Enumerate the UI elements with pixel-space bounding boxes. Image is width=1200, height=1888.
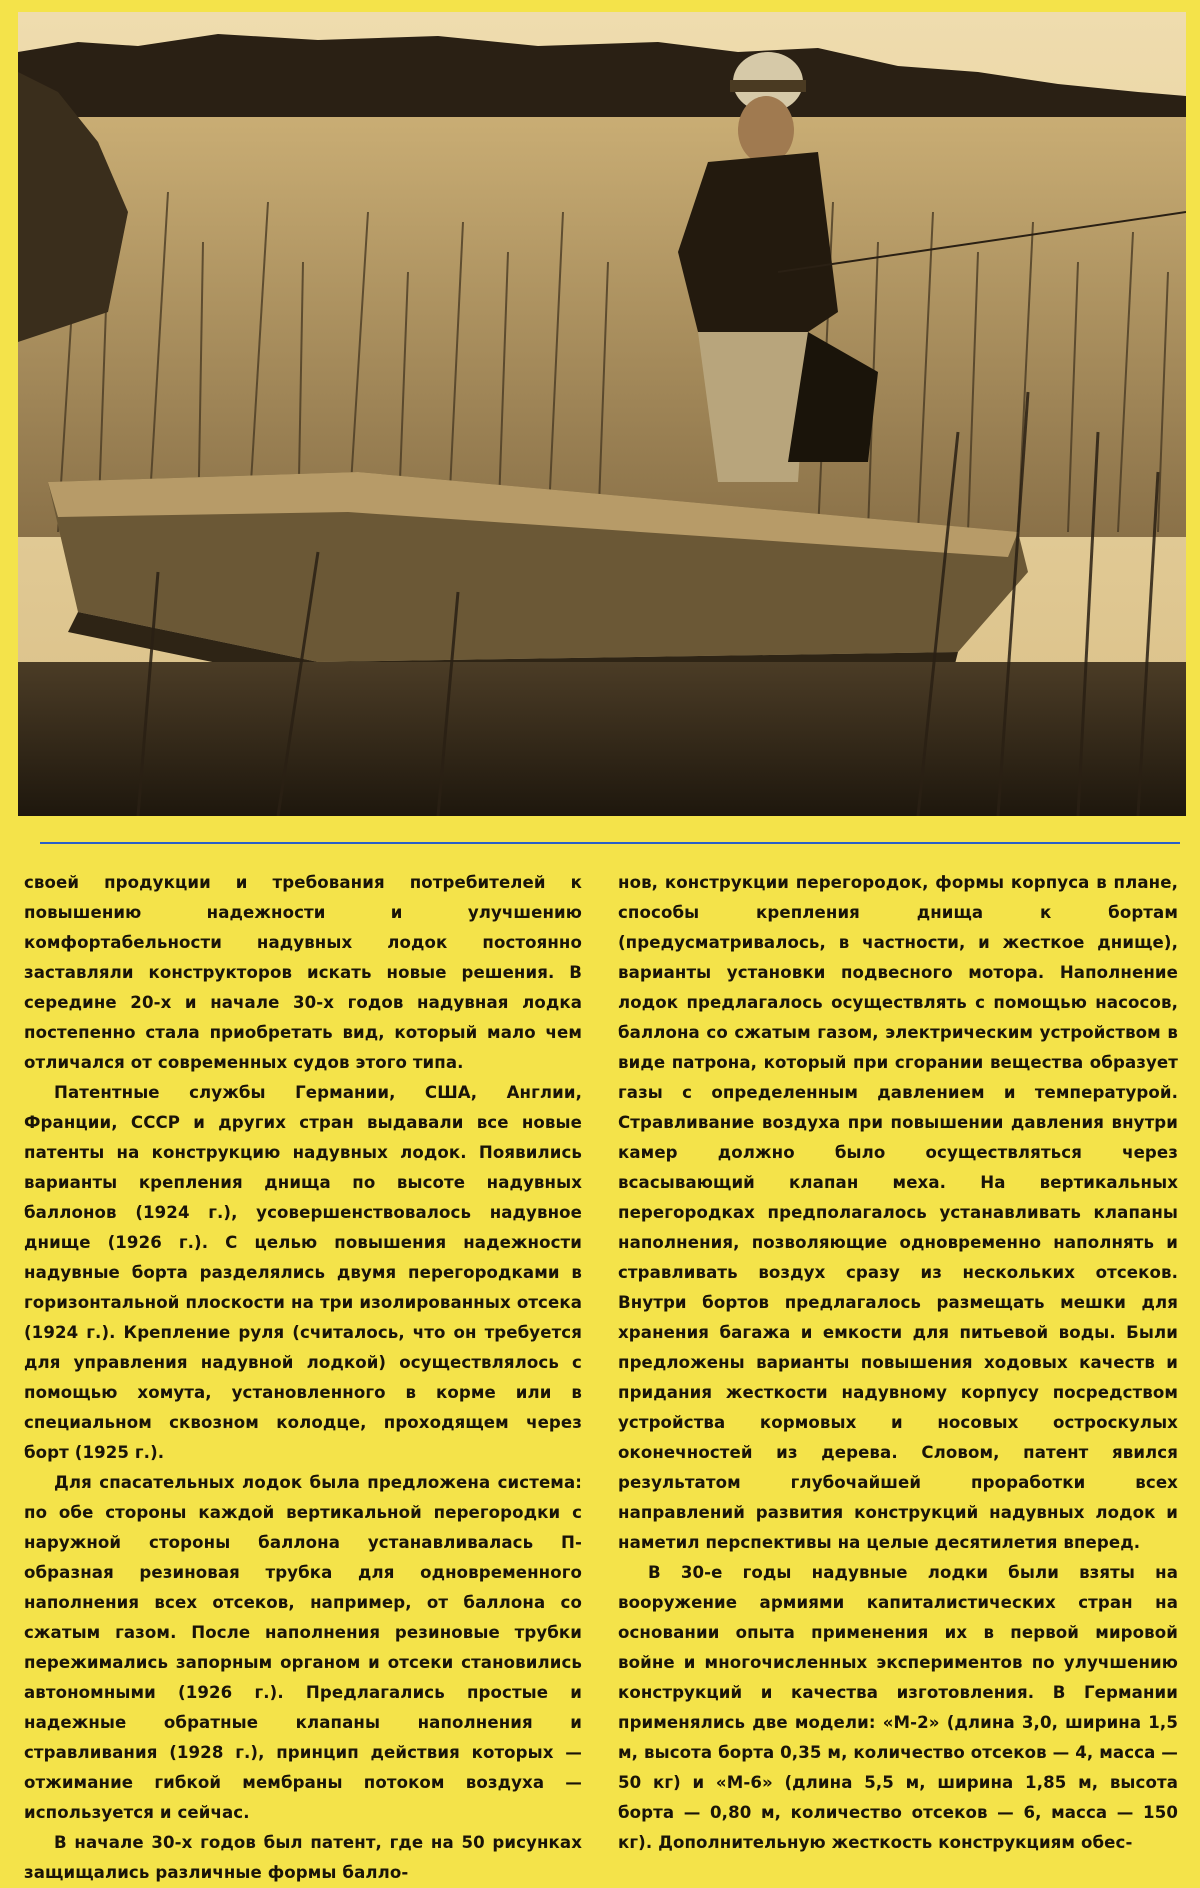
article-column-left bbox=[24, 868, 582, 1888]
paragraph: своей продукции и требования потребителей к повышению надежности и улучшению комфортабельности надувных лодок постоянно заставляли конструкторов искать новые решения. В середине 20-х и начале 30-х годов надувная лодка постепенно стала приобретать вид, который мало чем отличался от современных судов этого типа. bbox=[24, 873, 582, 1072]
photo-man-in-boat-among-reeds bbox=[18, 12, 1186, 816]
article-column-right bbox=[618, 868, 1178, 1858]
paragraph: В 30-е годы надувные лодки были взяты на вооружение армиями капиталистических стран на основании опыта применения их в первой мировой войне и многочисленных экспериментов по улучшению конструкций и качества изготовления. В Германии применялись две модели: «М-2» (длина 3,0, ширина 1,5 м, высота борта 0,35 м, количество отсеков — 4, масса — 50 кг) и «М-6» (длина 5,5 м, ширина 1,85 м, высота борта — 0,80 м, количество отсеков — 6, масса — 150 кг). Дополнительную жесткость конструкциям обес- bbox=[618, 1563, 1178, 1852]
section-divider bbox=[40, 842, 1180, 844]
paragraph: нов, конструкции перегородок, формы корпуса в плане, способы крепления днища к бортам (предусматривалось, в частности, и жесткое днище), варианты установки подвесного мотора. Наполнение лодок предлагалось осуществлять с помощью насосов, баллона со сжатым газом, электрическим устройством в виде патрона, который при сгорании вещества образует газы с определенным давлением и температурой. Стравливание воздуха при повышении давления внутри камер должно было осуществляться через всасывающий клапан меха. На вертикальных перегородках предполагалось устанавливать клапаны наполнения, позволяющие одновременно наполнять и стравливать воздух сразу из нескольких отсеков. Внутри бортов предлагалось размещать мешки для хранения багажа и емкости для питьевой воды. Были предложены варианты повышения ходовых качеств и придания жесткости надувному корпусу посредством устройства кормовых и носовых остроскулых оконечностей из дерева. Словом, патент явился результатом глубочайшей проработки всех направлений развития конструкций надувных лодок и наметил перспективы на целые десятилетия вперед. bbox=[618, 873, 1178, 1552]
paragraph: Патентные службы Германии, США, Англии, Франции, СССР и других стран выдавали все новые патенты на конструкцию надувных лодок. Появились варианты крепления днища по высоте надувных баллонов (1924 г.), усовершенствовалось надувное днище (1926 г.). С целью повышения надежности надувные борта разделялись двумя перегородками в горизонтальной плоскости на три изолированных отсека (1924 г.). Крепление руля (считалось, что он требуется для управления надувной лодкой) осуществлялось с помощью хомута, установленного в корме или в специальном сквозном колодце, проходящем через борт (1925 г.). bbox=[24, 1083, 582, 1462]
paragraph: Для спасательных лодок была предложена система: по обе стороны каждой вертикальной перегородки с наружной стороны баллона устанавливалась П-образная резиновая трубка для одновременного наполнения всех отсеков, например, от баллона со сжатым газом. После наполнения резиновые трубки пережимались запорным органом и отсеки становились автономными (1926 г.). Предлагались простые и надежные обратные клапаны наполнения и стравливания (1928 г.), принцип действия которых — отжимание гибкой мембраны потоком воздуха — используется и сейчас. bbox=[24, 1473, 582, 1822]
paragraph: В начале 30-х годов был патент, где на 50 рисунках защищались различные формы балло- bbox=[24, 1833, 582, 1882]
photo-illustration bbox=[18, 12, 1186, 816]
